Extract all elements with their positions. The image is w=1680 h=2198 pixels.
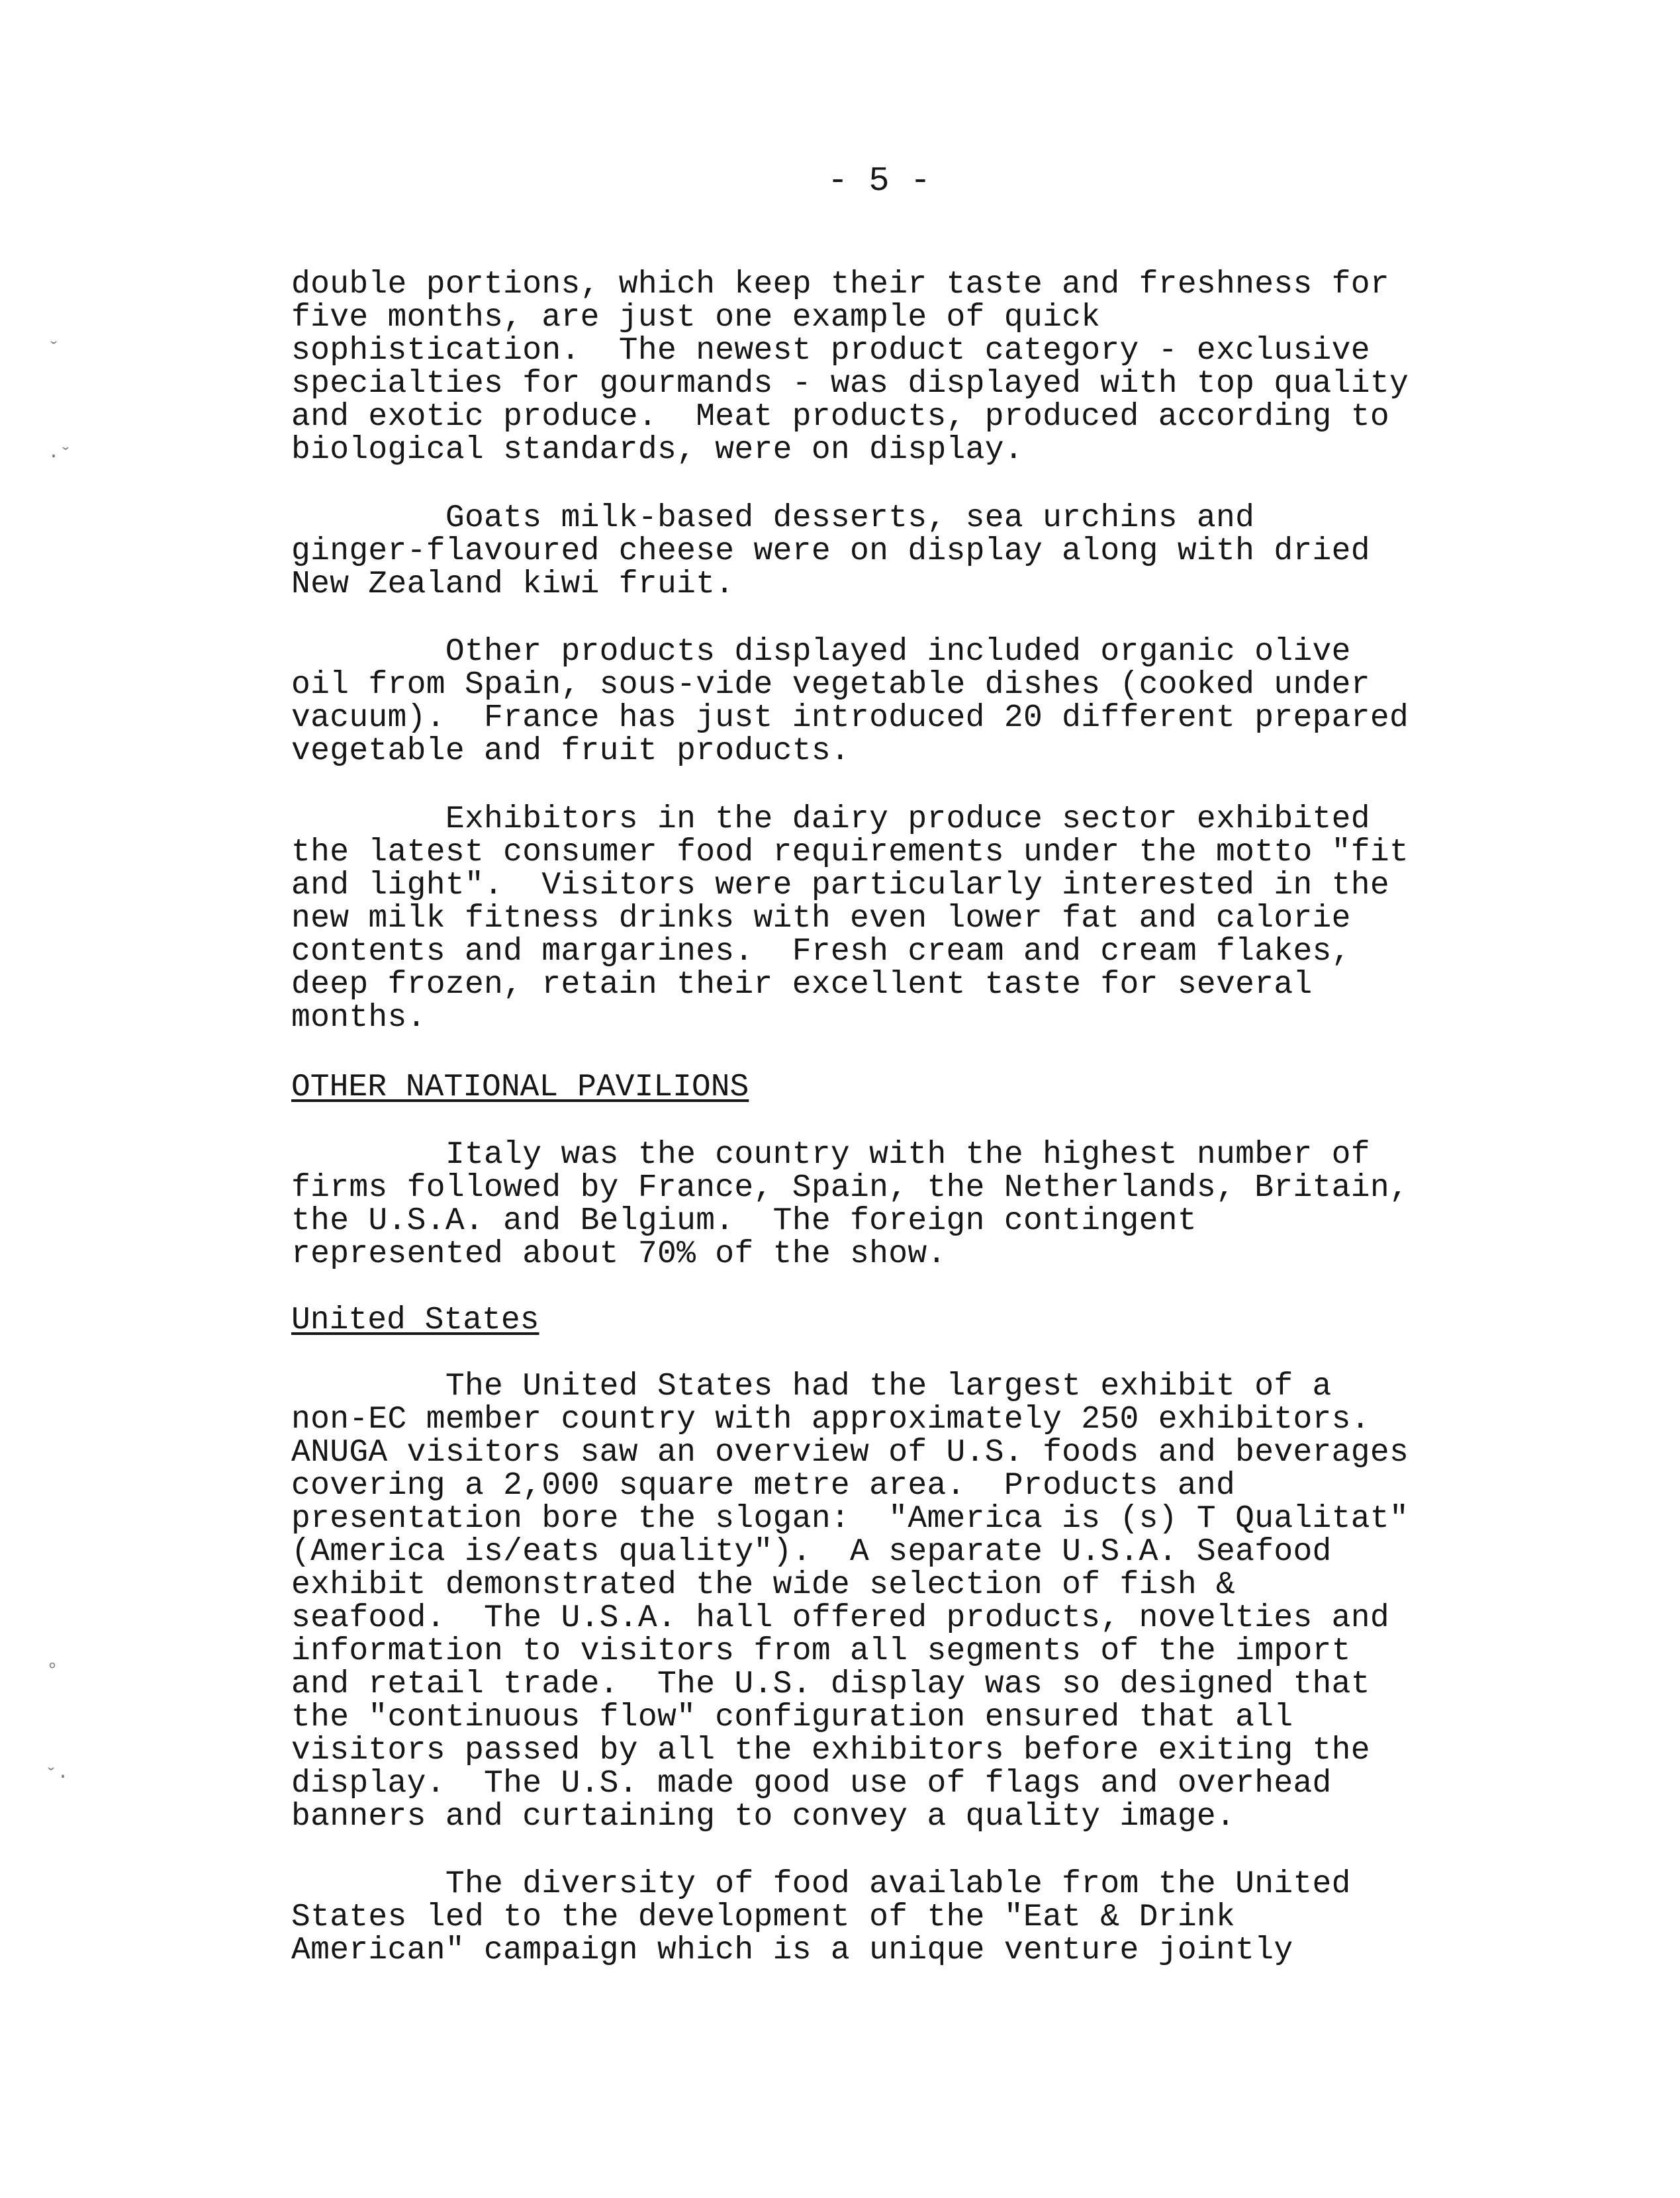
text-line: (America is/eats quality"). A separate U.S.A. Seafood [291,1534,1332,1570]
text-line: the U.S.A. and Belgium. The foreign contingent [291,1203,1197,1239]
text-line: deep frozen, retain their excellent taste for several [291,967,1313,1003]
text-line: biological standards, were on display. [291,432,1023,468]
page-number: - 5 - [827,161,931,201]
text-line: and exotic produce. Meat products, produced according to [291,399,1389,435]
text-line: exhibit demonstrated the wide selection of fish & [291,1567,1236,1603]
text-line: visitors passed by all the exhibitors before exiting the [291,1733,1370,1768]
paragraph-3 [291,635,1483,768]
text-line: vegetable and fruit products. [291,733,851,769]
scan-speck: ˇ [48,340,60,362]
text-line: Other products displayed included organic olive [291,634,1351,670]
text-line: five months, are just one example of quick [291,300,1101,336]
text-line: American" campaign which is a unique venture jointly [291,1933,1293,1968]
text-line: new milk fitness drinks with even lower fat and calorie [291,901,1351,937]
text-line: The diversity of food available from the United [291,1866,1351,1902]
text-line: contents and margarines. Fresh cream and cream flakes, [291,934,1351,970]
text-line: months. [291,1000,426,1036]
scan-speck: ° [46,1660,59,1682]
text-line: vacuum). France has just introduced 20 different prepared [291,700,1409,736]
text-line: The United States had the largest exhibit of a [291,1369,1332,1404]
text-line: non-EC member country with approximately 250 exhibitors. [291,1402,1370,1438]
text-line: covering a 2,000 square metre area. Products and [291,1468,1236,1504]
text-line: and light". Visitors were particularly interested in the [291,868,1389,903]
text-line: Italy was the country with the highest number of [291,1137,1370,1173]
text-line: banners and curtaining to convey a quality image. [291,1799,1236,1835]
paragraph-5 [291,1138,1483,1271]
text-line: Exhibitors in the dairy produce sector exhibited [291,801,1370,837]
text-line: ginger-flavoured cheese were on display along with dried [291,533,1370,569]
paragraph-7 [291,1868,1483,1967]
text-line: the "continuous flow" configuration ensured that all [291,1700,1293,1735]
text-line: double portions, which keep their taste and freshness for [291,267,1389,302]
text-line: information to visitors from all segments of the import [291,1633,1351,1669]
section-heading-united-states: United States [291,1303,539,1338]
text-line: and retail trade. The U.S. display was so designed that [291,1667,1370,1702]
text-line: represented about 70% of the show. [291,1236,947,1272]
text-line: oil from Spain, sous-vide vegetable dishes (cooked under [291,667,1370,703]
text-line: New Zealand kiwi fruit. [291,567,735,602]
text-line: States led to the development of the "Eat & Drink [291,1900,1236,1935]
text-line: firms followed by France, Spain, the Netherlands, Britain, [291,1170,1409,1206]
section-heading-other-national-pavilions: OTHER NATIONAL PAVILIONS [291,1070,749,1105]
scan-speck: ·ˇ [48,445,72,468]
text-line: ANUGA visitors saw an overview of U.S. foods and beverages [291,1435,1409,1471]
text-line: Goats milk-based desserts, sea urchins and [291,500,1255,536]
text-line: display. The U.S. made good use of flags and overhead [291,1766,1332,1802]
text-line: the latest consumer food requirements under the motto "fit [291,835,1409,870]
text-line: specialties for gourmands - was displayed with top quality [291,366,1409,402]
paragraph-4 [291,803,1483,1034]
text-line: sophistication. The newest product category - exclusive [291,333,1370,369]
text-line: presentation bore the slogan: "America is (s) T Qualitat" [291,1501,1409,1537]
text-line: seafood. The U.S.A. hall offered products, novelties and [291,1600,1389,1636]
scan-speck: ˇ· [45,1766,70,1788]
paragraph-6 [291,1370,1483,1833]
paragraph-1 [291,268,1483,467]
paragraph-2 [291,502,1483,601]
